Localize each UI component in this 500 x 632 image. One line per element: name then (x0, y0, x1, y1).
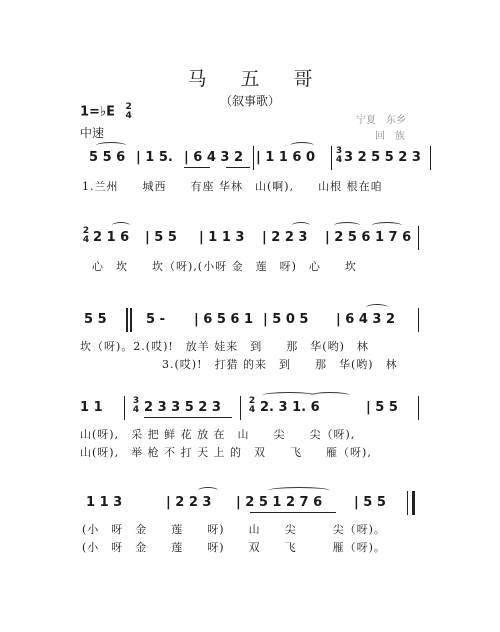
note-group: | 2 5 6 1 7 6 (325, 230, 412, 245)
time-top: 2 (125, 102, 132, 112)
note-group: 1 1 3 (86, 495, 123, 510)
score-system-4 (0, 396, 500, 460)
beam (226, 167, 250, 168)
score-system-2 (0, 226, 500, 290)
note-group: | 1 5. (136, 150, 173, 165)
time-change: 3 4 (335, 146, 343, 165)
credit-region: 宁夏 东乡 (356, 115, 406, 126)
time-signature (125, 103, 131, 121)
barline (124, 396, 125, 420)
barline (418, 396, 419, 420)
note-group: | 5 5 (366, 400, 398, 415)
final-barline (412, 491, 415, 515)
note-group: | 5 5 (354, 495, 386, 510)
beam (144, 417, 232, 418)
barline (331, 146, 332, 170)
slur (292, 222, 310, 229)
time-change: 2 4 (82, 226, 90, 245)
song-title: 马 五 哥 (187, 68, 327, 90)
note-group: 2 3 3 5 2 3 (144, 400, 221, 415)
note-group: | 2 2 3 (262, 230, 308, 245)
note-group: 5 5 6 (89, 150, 126, 165)
note-group: | 2 5 1 2 7 6 (236, 495, 323, 510)
barline (418, 308, 419, 332)
note-group: 5 5 (84, 312, 107, 327)
note-group: | 1 1 3 (199, 230, 245, 245)
note-group: | 6 4 3 2 (336, 312, 396, 327)
note-group: | 2 2 3 (166, 495, 212, 510)
slur (198, 487, 218, 494)
note-group: | 1 1 6 0 (256, 150, 316, 165)
note-group: | 5 5 (145, 230, 177, 245)
key-signature (80, 103, 132, 121)
score-system-1 (0, 146, 500, 210)
slur (334, 222, 360, 229)
slur (268, 487, 330, 494)
time-change: 2 4 (248, 396, 256, 415)
note-group: 1 1 (80, 400, 103, 415)
beam (250, 512, 336, 513)
credit-ethnicity: 回 族 (375, 131, 405, 142)
barline (407, 491, 408, 515)
barline (253, 146, 254, 170)
lyric-line: (小 呀 金 莲 呀) 山 尖 尖（呀)。 (82, 523, 386, 536)
repeat-sign (126, 308, 136, 332)
barline (430, 146, 431, 170)
lyric-line: (小 呀 金 莲 呀) 双 飞 雁（呀)。 (82, 541, 386, 554)
note-group: 5 - (146, 312, 165, 327)
time-change: 3 4 (132, 396, 140, 415)
song-subtitle: （叙事歌） (219, 94, 280, 108)
key-label: 1=♭E (80, 104, 115, 120)
score-system-3 (0, 312, 500, 372)
barline (240, 396, 241, 420)
beam (184, 167, 210, 168)
tempo-marking: 中速 (80, 126, 105, 140)
time-bottom: 4 (125, 111, 132, 121)
score-system-5 (0, 495, 500, 555)
lyric-line: 1.兰州 城西 有座 华林 山(啊), 山根 根在咱 (82, 180, 383, 193)
note-group: 2 1 6 (93, 230, 130, 245)
lyric-line: 山(呀), 采 把 鲜 花 放 在 山 尖 尖（呀), (80, 428, 356, 441)
slur (366, 304, 388, 311)
slur (372, 222, 402, 229)
slur (310, 392, 350, 399)
slur (112, 222, 130, 229)
slur (96, 142, 126, 149)
barline (418, 226, 419, 250)
lyric-line: 心 坎 坎（呀),(小呀 金 莲 呀) 心 坎 (92, 260, 357, 273)
slur (290, 142, 314, 149)
slur (262, 392, 316, 399)
note-group: 2. 3 1. 6 (260, 400, 320, 415)
lyric-line: 坎（呀)。2.(哎)! 放羊 娃来 到 那 华(哟) 林 (80, 340, 369, 353)
lyric-line: 3.(哎)! 打猎 的来 到 那 华(哟) 林 (162, 358, 398, 371)
note-group: 3 2 5 5 2 3 (344, 150, 421, 165)
note-group: | 6 4 3 2 (184, 150, 244, 165)
lyric-line: 山(呀), 举 枪 不 打 天 上 的 双 飞 雁（呀), (80, 446, 372, 459)
note-group: | 5 0 5 (263, 312, 309, 327)
note-group: | 6 5 6 1 (194, 312, 254, 327)
